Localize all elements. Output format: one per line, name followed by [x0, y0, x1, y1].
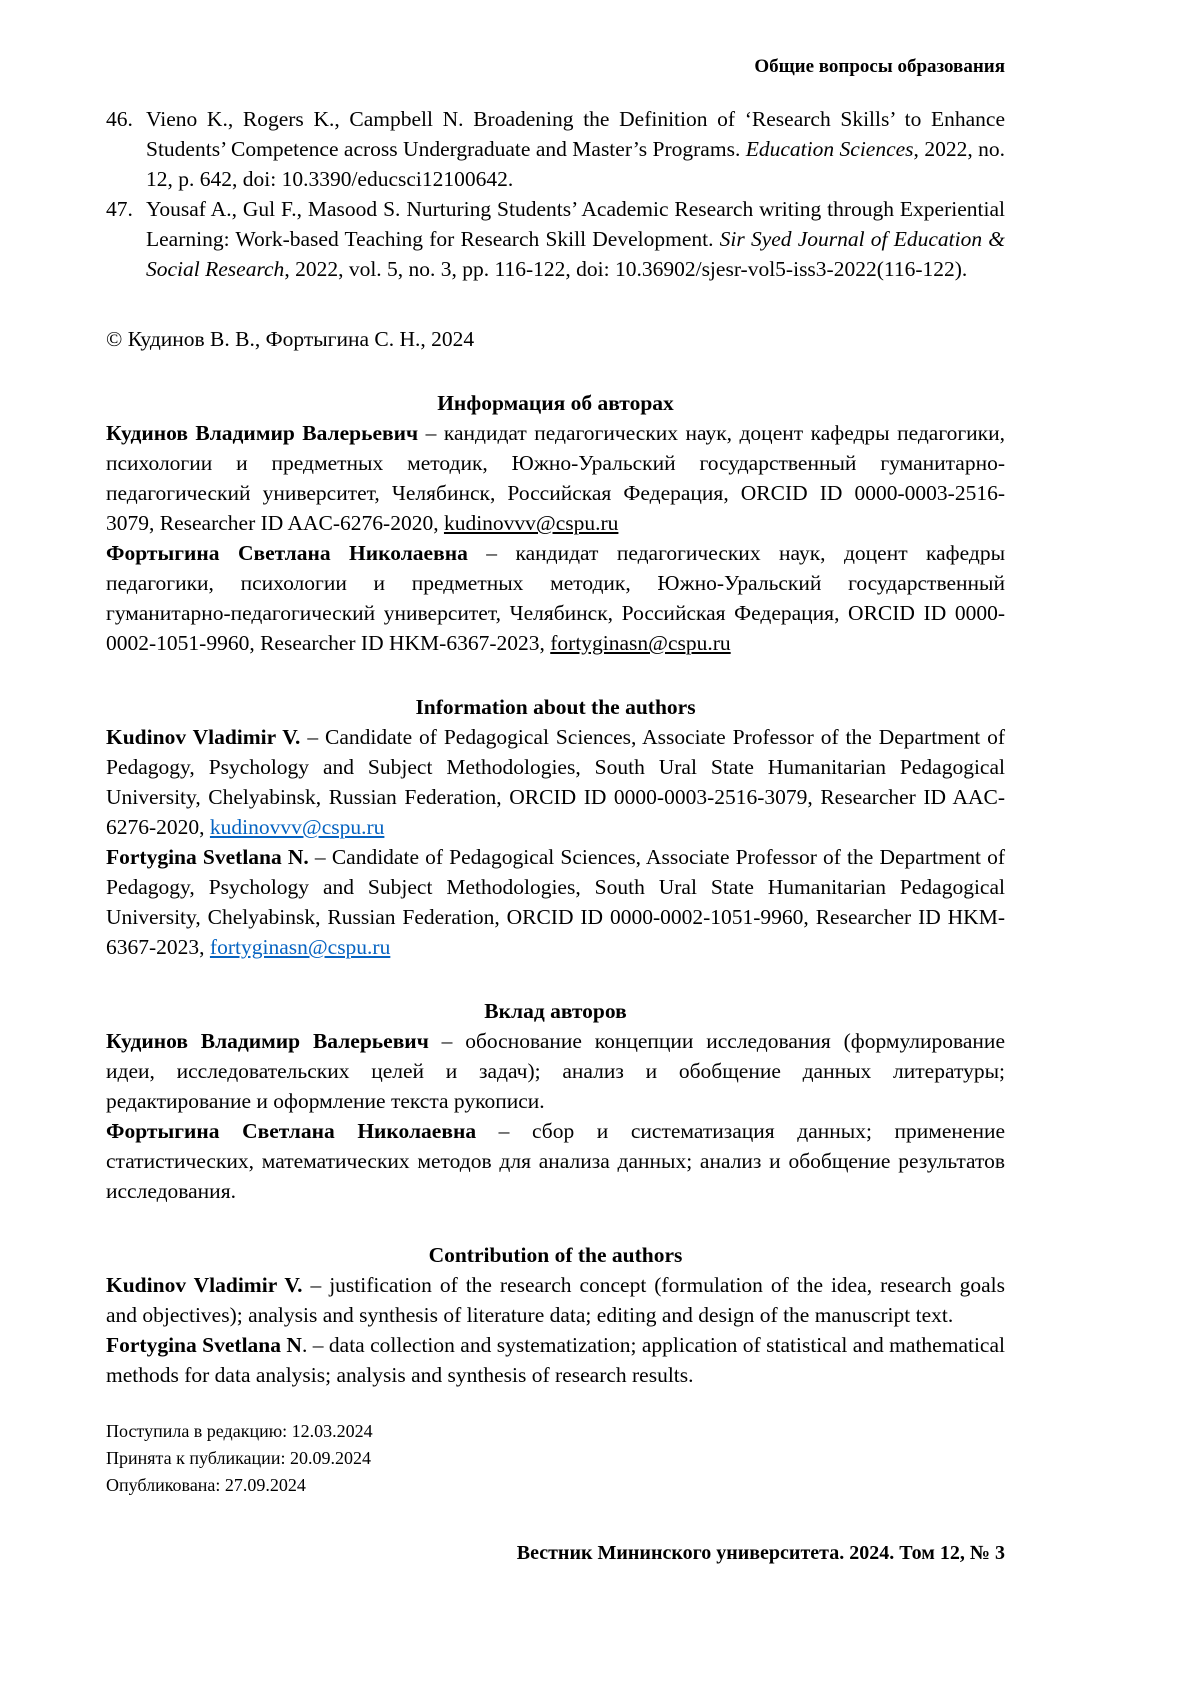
author-paragraph	[106, 418, 1005, 538]
text-segment: , 2022, vol. 5, no. 3, pp. 116-122, doi: 10.36902/sjesr-vol5-iss3-2022(116-122).	[284, 257, 968, 281]
text-segment: – justification of the research concept (formulation of the idea, research goals and objectives); analysis and synthesis of literature data; editing and design of the manuscript text.	[106, 1273, 1006, 1327]
email-link[interactable]: fortyginasn@cspu.ru	[550, 631, 731, 655]
reference-list	[106, 104, 1005, 284]
text-segment: – кандидат педагогических наук, доцент кафедры педагогики, психологии и предметных методик, Южно-Уральский государственный гуманитарно-педагогический университет, Челябинск, Российская Федерация, ORCID ID 0000-0003-2516-3079, Researcher ID AAC-6276-2020,	[106, 421, 1005, 535]
reference-item	[106, 194, 1005, 284]
author-name: Кудинов Владимир Валерьевич	[106, 1029, 429, 1053]
text-segment: , 2022, no. 12, p. 642, doi: 10.3390/educsci12100642.	[146, 137, 1005, 191]
author-paragraph	[106, 1270, 1005, 1330]
text-segment: – сбор и систематизация данных; применение статистических, математических методов для анализа данных; анализ и обобщение результатов исследования.	[106, 1119, 1005, 1203]
reference-number: 46.	[106, 107, 133, 131]
reference-text	[146, 104, 1005, 194]
text-segment: Vieno K., Rogers K., Campbell N. Broadening the Definition of ‘Research Skills’ to Enhance Students’ Competence across Undergraduate and Master’s Programs.	[146, 107, 1005, 161]
author-name: Фортыгина Светлана Николаевна	[106, 541, 468, 565]
author-name: Fortygina Svetlana N	[106, 1333, 302, 1357]
journal-title: Sir Syed Journal of Education & Social Research	[146, 227, 1005, 281]
text-segment: – Candidate of Pedagogical Sciences, Associate Professor of the Department of Pedagogy, Psychology and Subject Methodologies, South Ural State Humanitarian Pedagogical University, Chelyabinsk, Russian Federation, ORCID ID 0000-0002-1051-9960, Researcher ID HKM-6367-2023,	[106, 845, 1005, 959]
reference-number: 47.	[106, 197, 133, 221]
author-paragraph	[106, 1330, 1005, 1390]
section-heading: Contribution of the authors	[428, 1243, 683, 1267]
author-name: Фортыгина Светлана Николаевна	[106, 1119, 477, 1143]
reference-item	[106, 104, 1005, 194]
author-name: Кудинов Владимир Валерьевич	[106, 421, 419, 445]
reference-text	[146, 194, 1005, 284]
author-name: Kudinov Vladimir V.	[106, 1273, 303, 1297]
email-link[interactable]: fortyginasn@cspu.ru	[209, 935, 391, 959]
text-segment: . – data collection and systematization; application of statistical and mathematical methods for data analysis; analysis and synthesis of research results.	[106, 1333, 1005, 1387]
author-paragraph	[106, 842, 1005, 962]
author-paragraph	[106, 1116, 1005, 1206]
author-name: Kudinov Vladimir V.	[106, 725, 301, 749]
email-link[interactable]: kudinovvv@cspu.ru	[443, 511, 619, 535]
section-heading: Information about the authors	[415, 695, 696, 719]
journal-footer: Вестник Мининского университета. 2024. Том 12, № 3	[516, 1542, 1005, 1564]
sections	[106, 388, 1005, 1390]
section-heading: Информация об авторах	[437, 391, 674, 415]
text-segment: – обоснование концепции исследования (формулирование идеи, исследовательских целей и задач); анализ и обобщение данных литературы; редактирование и оформление текста рукописи.	[106, 1029, 1005, 1113]
author-paragraph	[106, 538, 1005, 658]
text-segment: – кандидат педагогических наук, доцент кафедры педагогики, психологии и предметных методик, Южно-Уральский государственный гуманитарно-педагогический университет, Челябинск, Российская Федерация, ORCID ID 0000-0002-1051-9960, Researcher ID HKM-6367-2023,	[106, 541, 1006, 655]
author-paragraph	[106, 722, 1005, 842]
text-segment: Yousaf A., Gul F., Masood S. Nurturing Students’ Academic Research writing through Experiential Learning: Work-based Teaching for Research Skill Development.	[146, 197, 1005, 251]
running-head: Общие вопросы образования	[754, 56, 1005, 77]
copyright-line: © Кудинов В. В., Фортыгина С. Н., 2024	[106, 327, 475, 351]
author-paragraph	[106, 1026, 1005, 1116]
section-heading: Вклад авторов	[484, 999, 627, 1023]
author-name: Fortygina Svetlana N.	[106, 845, 309, 869]
date-line: Опубликована: 27.09.2024	[106, 1475, 306, 1495]
date-line: Поступила в редакцию: 12.03.2024	[106, 1421, 373, 1441]
journal-title: Education Sciences	[745, 137, 914, 161]
email-link[interactable]: kudinovvv@cspu.ru	[209, 815, 385, 839]
submission-dates	[106, 1418, 1005, 1499]
text-segment: – Candidate of Pedagogical Sciences, Associate Professor of the Department of Pedagogy, Psychology and Subject Methodologies, South Ural State Humanitarian Pedagogical University, Chelyabinsk, Russian Federation, ORCID ID 0000-0003-2516-3079, Researcher ID AAC-6276-2020,	[106, 725, 1005, 839]
date-line: Принята к публикации: 20.09.2024	[106, 1448, 371, 1468]
